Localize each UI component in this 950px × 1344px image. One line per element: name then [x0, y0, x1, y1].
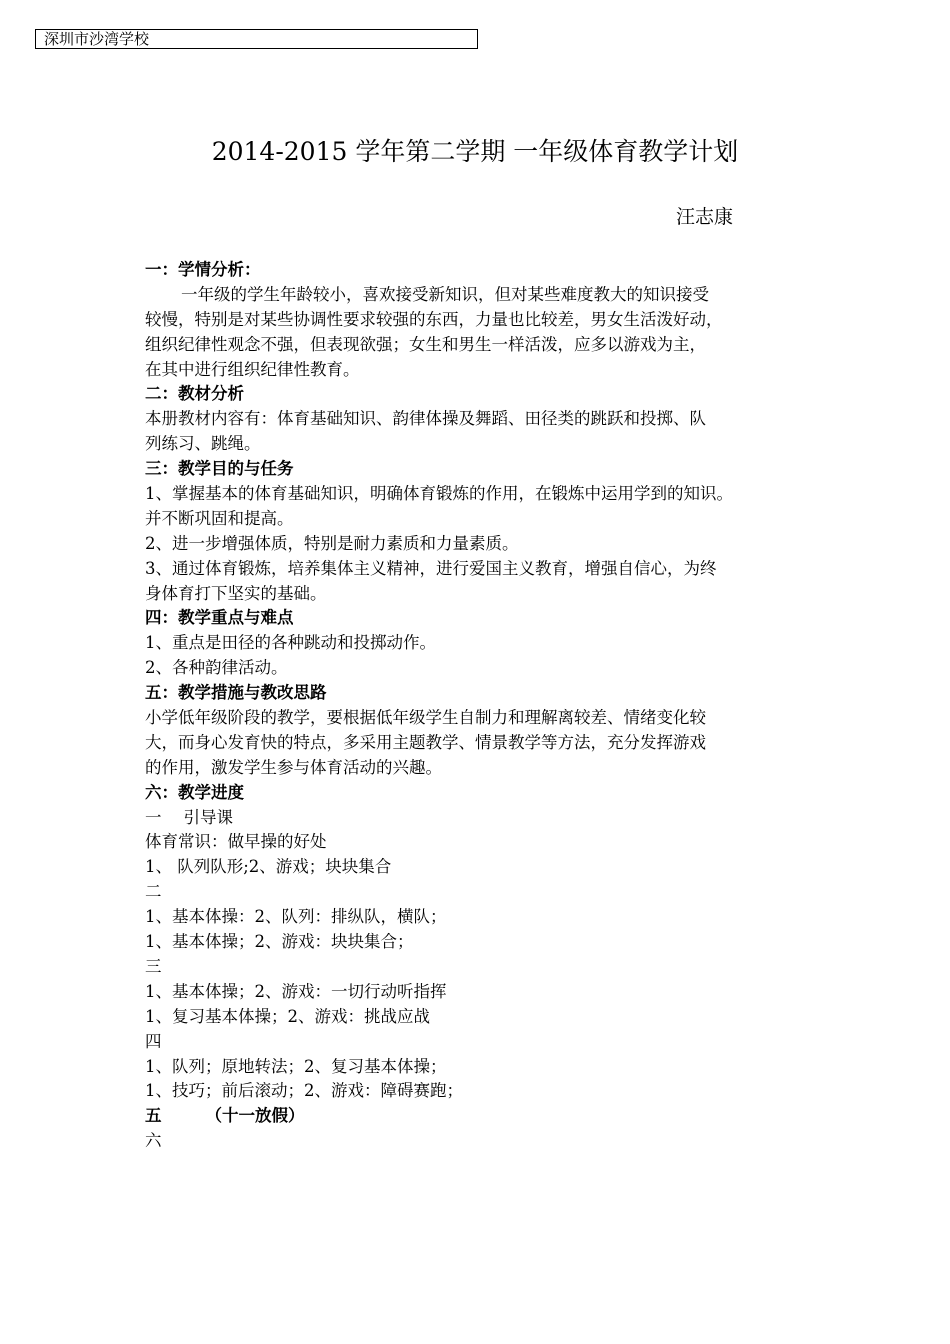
document-title: 2014-2015 学年第二学期 一年级体育教学计划 [211, 137, 739, 166]
week-number: 五 [145, 1106, 162, 1126]
week-title: 引导课 [183, 807, 233, 827]
paragraph-line: 2、各种韵律活动。 [145, 658, 288, 678]
section-heading-goals: 三：教学目的与任务 [145, 459, 294, 479]
paragraph-line: 本册教材内容有：体育基础知识、韵律体操及舞蹈、田径类的跳跃和投掷、队 [145, 409, 706, 429]
paragraph-line: 1、掌握基本的体育基础知识，明确体育锻炼的作用，在锻炼中运用学到的知识。 [145, 484, 733, 504]
section-heading-focus: 四：教学重点与难点 [145, 608, 294, 628]
schedule-line: 1、基本体操；2、游戏：块块集合； [145, 932, 414, 952]
paragraph-line: 的作用，激发学生参与体育活动的兴趣。 [145, 757, 442, 777]
section-heading-materials: 二：教材分析 [145, 384, 244, 404]
schedule-line: 1、复习基本体操；2、游戏：挑战应战 [145, 1006, 430, 1026]
section-heading-analysis: 一：学情分析： [145, 260, 261, 279]
week-note: （十一放假） [205, 1106, 305, 1126]
paragraph-line: 在其中进行组织纪律性教育。 [145, 359, 360, 379]
schedule-week-3: 三 [145, 956, 162, 976]
schedule-week-6: 六 [145, 1131, 162, 1151]
school-header [35, 29, 478, 49]
paragraph-line: 一年级的学生年龄较小，喜欢接受新知识，但对某些难度教大的知识接受 [181, 284, 709, 304]
document-body [145, 258, 825, 1154]
schedule-week-4: 四 [145, 1031, 162, 1051]
paragraph-line: 3、通过体育锻炼，培养集体主义精神，进行爱国主义教育，增强自信心，为终 [145, 558, 717, 578]
schedule-line: 1、基本体操：2、队列：排纵队，横队； [145, 907, 447, 927]
author-name: 汪志康 [676, 206, 734, 228]
paragraph-line: 列练习、跳绳。 [145, 434, 261, 454]
paragraph-line: 较慢，特别是对某些协调性要求较强的东西，力量也比较差，男女生活泼好动， [145, 309, 723, 329]
schedule-line: 1、基本体操；2、游戏：一切行动听指挥 [145, 981, 447, 1001]
schedule-line: 1、队列；原地转法；2、复习基本体操； [145, 1056, 447, 1076]
paragraph-line: 身体育打下坚实的基础。 [145, 583, 327, 603]
paragraph-line: 1、重点是田径的各种跳动和投掷动作。 [145, 633, 436, 653]
school-name: 深圳市沙湾学校 [44, 30, 150, 48]
paragraph-line: 大，而身心发育快的特点，多采用主题教学、情景教学等方法，充分发挥游戏 [145, 732, 706, 752]
schedule-week-2: 二 [145, 882, 162, 902]
schedule-line: 1、技巧；前后滚动；2、游戏：障碍赛跑； [145, 1081, 463, 1101]
schedule-week-5 [145, 1104, 825, 1129]
schedule-week-1 [145, 806, 825, 831]
paragraph-line: 组织纪律性观念不强，但表现欲强；女生和男生一样活泼，应多以游戏为主， [145, 334, 706, 354]
week-number: 一 [145, 807, 162, 827]
paragraph-line: 小学低年级阶段的教学，要根据低年级学生自制力和理解离较差、情绪变化较 [145, 708, 706, 728]
section-heading-schedule: 六：教学进度 [145, 782, 244, 802]
paragraph-line: 2、进一步增强体质，特别是耐力素质和力量素质。 [145, 533, 519, 553]
paragraph-line: 并不断巩固和提高。 [145, 508, 294, 528]
schedule-line: 体育常识：做早操的好处 [145, 832, 327, 852]
schedule-line: 1、 队列队形;2、游戏；块块集合 [145, 857, 392, 877]
section-heading-measures: 五：教学措施与教改思路 [145, 683, 327, 703]
